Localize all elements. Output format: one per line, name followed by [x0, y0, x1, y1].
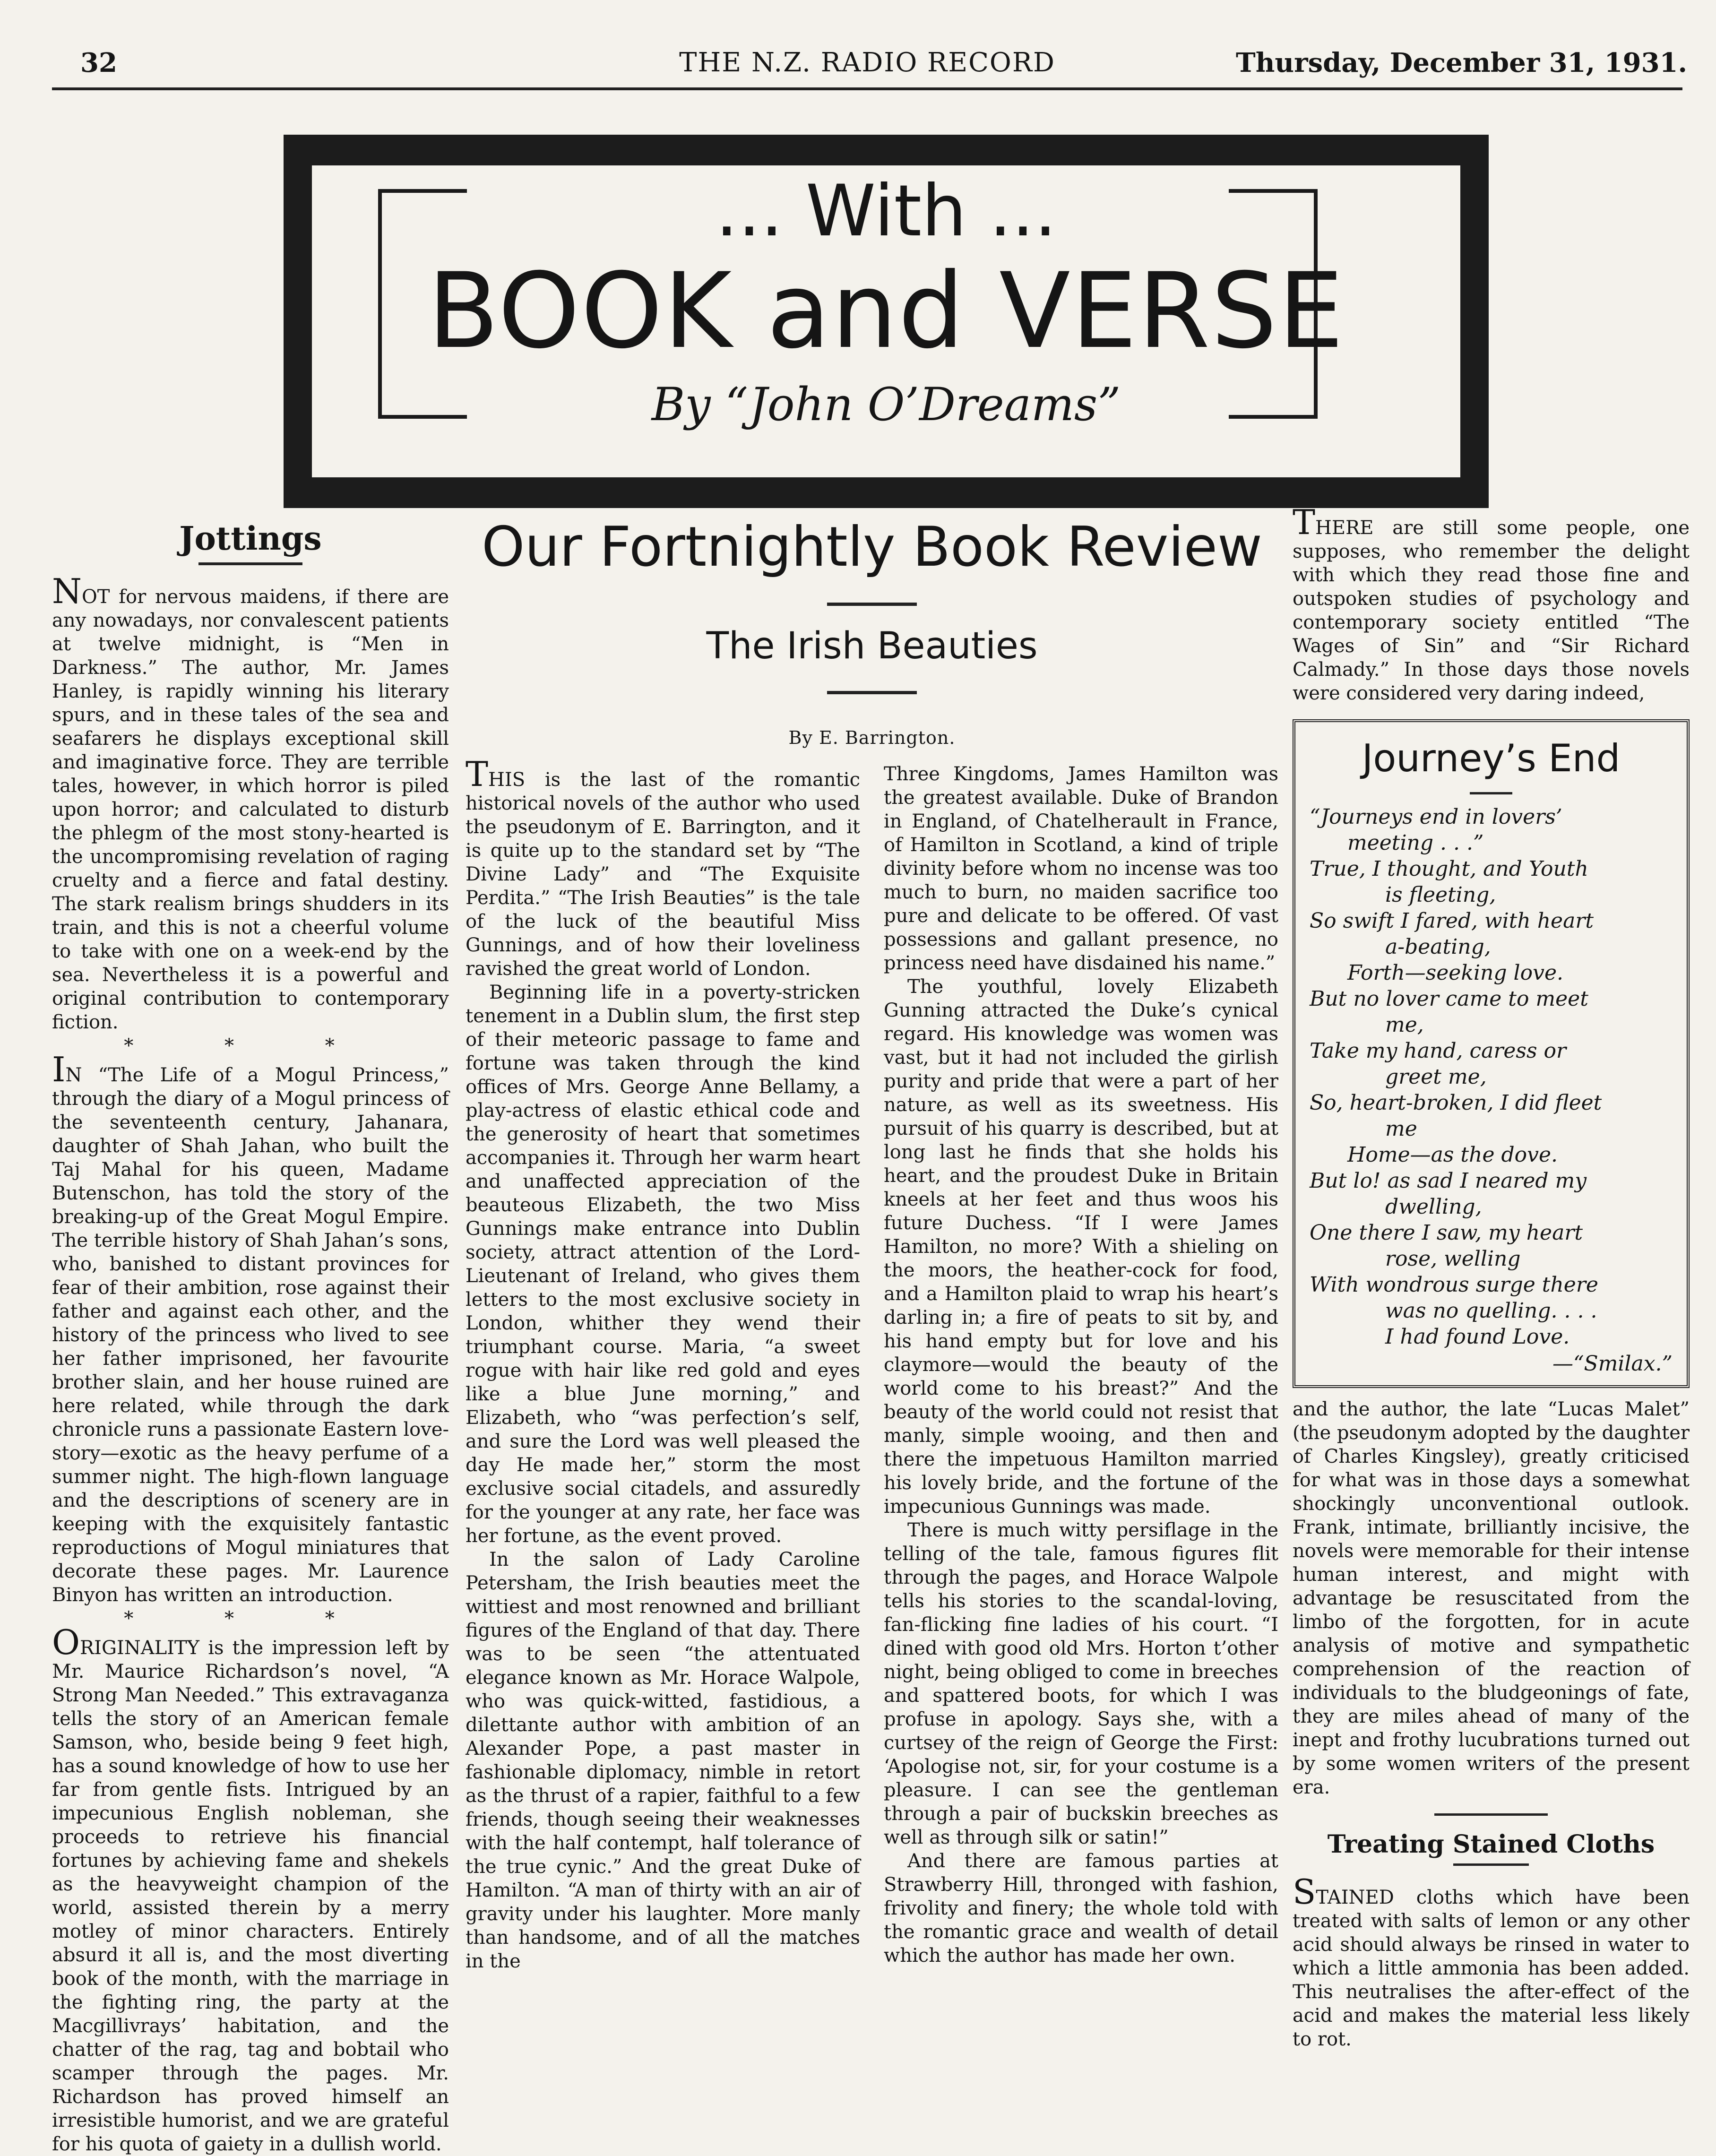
- review-rule: [827, 691, 917, 694]
- review-subheading: The Irish Beauties: [706, 625, 1038, 667]
- poem-title: Journey’s End: [1362, 736, 1621, 780]
- review-heading: Our Fortnightly Book Review: [482, 515, 1262, 579]
- page-number: 32: [80, 47, 117, 78]
- poem-line: a-beating,: [1385, 935, 1491, 959]
- header-divider: [52, 87, 1682, 90]
- jottings-heading: Jottings: [179, 520, 322, 558]
- lucas-malet-intro: THERE are still some people, one supposes, who remember the delight with which they read those fine and outspoken studies of psychology and contemporary society entitled “The Wages of Sin” and “Sir Richard Calmady.” In those days those novels were considered very daring indeed,: [1293, 502, 1690, 704]
- stained-cloths-heading: Treating Stained Cloths: [1327, 1830, 1655, 1859]
- issue-date: Thursday, December 31, 1931.: [1236, 47, 1687, 78]
- poem-line: Take my hand, caress or: [1310, 1039, 1567, 1063]
- review-paragraph: Beginning life in a poverty-stricken tenement in a Dublin slum, the first step of their meteoric passage to fame and fortune was taken through the kind offices of Mrs. George Anne Bellamy, a play-actress of elastic ethical code and the generosity of heart that sometimes accompanies it. Through her warm heart and unaffected appreciation of the beauteous Elizabeth, the two Miss Gunnings make entrance into Dublin society, attract attention of the Lord-Lieutenant of Ireland, who gives them letters to the most exclusive society in London, whither they wend their triumphant course. Maria, “a sweet rogue with hair like red gold and eyes like a blue June morning,” and Elizabeth, who “was perfection’s self, and sure the Lord was well pleased the day He made her,” storm the most exclusive social citadels, and assuredly for the younger at any rate, her face was her fortune, as the event proved.: [466, 982, 860, 1547]
- review-paragraph: There is much witty persiflage in the telling of the tale, famous figures flit through the pages, and Horace Walpole tells his stories to the scandal-loving, fan-flicking fine ladies of his court. “I dined with good old Mrs. Horton t’other night, being obliged to come in breeches and spattered boots, for which I was profuse in apology. Says she, with a curtsey of the reign of George the First: ‘Apologise not, sir, for your costume is a pleasure. I can see the gentleman through a pair of buckskin breeches as well as through silk or satin!”: [884, 1519, 1278, 1848]
- section-separator: * * *: [124, 1608, 377, 1630]
- review-paragraph: The youthful, lovely Elizabeth Gunning attracted the Duke’s cynical regard. His knowledge was women was vast, but it had not included the girlish purity and pride that were a part of her nature, as well as its sweetness. His pursuit of his quarry is described, but at long last he finds that she holds his heart, and the proudest Duke in Britain kneels at her feet and thus woos his future Duchess. “If I were James Hamilton, no more? With a shieling on the moors, the heather-cock for food, and a Hamilton plaid to wrap his heart’s darling in; a fire of peats to sit by, and his hand empty but for love and his claymore—would the beauty of the world come to his breast?” And the beauty of the world could not resist that manly, simple wooing, and then and there the impetuous Hamilton married his lovely bride, and the fortune of the impecunious Gunnings was made.: [884, 976, 1278, 1518]
- page-header: [47, 47, 1687, 80]
- poem-line: was no quelling. . . .: [1385, 1299, 1597, 1323]
- poem-line: “Journeys end in lovers’: [1310, 805, 1562, 829]
- banner-title: BOOK and VERSE: [427, 250, 1345, 371]
- review-byline: By E. Barrington.: [788, 727, 956, 748]
- poem-line: But lo! as sad I neared my: [1310, 1169, 1587, 1193]
- jottings-paragraph: IN “The Life of a Mogul Princess,” through the diary of a Mogul princess of the seventeenth century, Jahanara, daughter of Shah Jahan, who built the Taj Mahal for his queen, Madame Butenschon, has told the story of the breaking-up of the Great Mogul Empire. The terrible history of Shah Jahan’s sons, who, banished to distant provinces for fear of their ambition, rose against their father and against each other, and the history of the princess who lived to see her father imprisoned, her favourite brother slain, and her house ruined are here related, while through the dark chronicle runs a passionate Eastern love-story—exotic as the heavy perfume of a summer night. The high-flown language and the descriptions of scenery are in keeping with the exquisitely fantastic reproductions of Mogul miniatures that decorate these pages. Mr. Laurence Binyon has written an introduction.: [52, 1050, 449, 1606]
- poem-line: dwelling,: [1385, 1195, 1482, 1219]
- poem-line: So, heart-broken, I did fleet: [1310, 1091, 1602, 1115]
- jottings-column: [52, 510, 449, 2156]
- poem-rule: [1470, 792, 1512, 794]
- poem-line: True, I thought, and Youth: [1310, 857, 1588, 881]
- review-paragraph: Three Kingdoms, James Hamilton was the greatest available. Duke of Brandon in England, of Chatelherault in France, of Hamilton in Scotland, a kind of triple divinity before whom no incense was too much to burn, no maiden sacrifice too pure and delicate to be offered. Of vast possessions and gallant presence, no princess need have disdained his name.”: [884, 763, 1278, 974]
- review-paragraph: And there are famous parties at Strawberry Hill, thronged with fashion, frivolity and finery; the whole told with the romantic grace and wealth of detail which the author has made her own.: [884, 1850, 1278, 1966]
- review-paragraph: In the salon of Lady Caroline Petersham, the Irish beauties meet the wittiest and most renowned and brilliant figures of the England of that day. There was to be seen “the attentuated elegance known as Mr. Horace Walpole, who was quick-witted, fastidious, a dilettante author with ambition of an Alexander Pope, a past master in fashionable diplomacy, nimble in retort as the thrust of a rapier, faithful to a few friends, though seeing their weaknesses with the half contempt, half tolerance of the true cynic.” And the great Duke of Hamilton. “A man of thirty with an air of gravity under his laughter. More manly than handsome, and of all the matches in the: [466, 1549, 860, 1972]
- poem-box: [1293, 719, 1690, 1388]
- poem-line: One there I saw, my heart: [1310, 1221, 1583, 1245]
- lucas-malet-continuation: and the author, the late “Lucas Malet” (the pseudonym adopted by the daughter of Charles Kingsley), greatly criticised for what was in those days a somewhat shockingly unconventional outlook. Frank, intimate, brilliantly incisive, the novels were memorable for their intense human interest, and might with advantage be resuscitated from the limbo of the forgotten, for in acute analysis of motive and sympathetic comprehension of the reaction of individuals to the bludgeonings of fate, they are miles ahead of many of the inept and frothy lucubrations turned out by some women writers of the present era.: [1293, 1398, 1690, 1798]
- jottings-rule: [198, 562, 302, 565]
- jottings-paragraph: ORIGINALITY is the impression left by Mr. Maurice Richardson’s novel, “A Strong Man Needed.” This extravaganza tells the story of an American female Samson, who, beside being 9 feet high, has a sound knowledge of how to use her far from gentle fists. Intrigued by an impecunious English nobleman, she proceeds to retrieve his financial fortunes by achieving fame and shekels as the heavyweight champion of the world, assisted therein by a merry motley of minor characters. Entirely absurd it all is, and the most diverting book of the month, with the marriage in the fighting ring, the party at the Macgillivrays’ habitation, and the chatter of the rag, tag and bobtail who scamper through the pages. Mr. Richardson has proved himself an irresistible humorist, and we are grateful for his quota of gaiety in a dullish world.: [52, 1622, 449, 2155]
- poem-line: meeting . . .”: [1347, 831, 1484, 855]
- book-review-section: [466, 510, 1278, 1973]
- publication-title: THE N.Z. RADIO RECORD: [679, 47, 1055, 78]
- stained-cloths-rule: [1453, 1863, 1529, 1866]
- review-paragraph: THIS is the last of the romantic historical novels of the author who used the pseudonym of E. Barrington, and it is quite up to the standard set by “The Divine Lady” and “The Exquisite Perdita.” “The Irish Beauties” is the tale of the luck of the beautiful Miss Gunnings, and of how their loveliness ravished the great world of London.: [466, 754, 860, 980]
- right-column: [1293, 502, 1690, 2051]
- jottings-paragraph: NOT for nervous maidens, if there are any nowadays, nor convalescent patients at twelve midnight, is “Men in Darkness.” The author, Mr. James Hanley, is rapidly winning his literary spurs, and in these tales of the sea and seafarers he displays exceptional skill and imaginative force. They are terrible tales, however, in which horror is piled upon horror; and calculated to disturb the phlegm of the most stony-hearted is the uncompromising revelation of raging cruelty and a fierce and fatal destiny. The stark realism brings shudders in its train, and this is not a cheerful volume to take with one on a week-end by the sea. Nevertheless it is a powerful and original contribution to contemporary fiction.: [52, 571, 449, 1033]
- poem-line: rose, welling: [1385, 1247, 1521, 1271]
- banner-byline: By “John O’Dreams”: [651, 378, 1121, 431]
- section-separator: * * *: [124, 1035, 377, 1057]
- review-right-column: [884, 762, 1278, 1973]
- poem-line: I had found Love.: [1385, 1325, 1570, 1349]
- review-body: [466, 754, 1278, 1973]
- poem-line: With wondrous surge there: [1310, 1273, 1598, 1297]
- poem-line: So swift I fared, with heart: [1310, 909, 1594, 933]
- poem-line: greet me,: [1385, 1065, 1487, 1089]
- poem-line: But no lover came to meet: [1310, 987, 1588, 1011]
- poem-line: is fleeting,: [1385, 883, 1496, 907]
- stained-cloths-text: STAINED cloths which have been treated with salts of lemon or any other acid should always be rinsed in water to which a little ammonia has been added. This neutralises the after-effect of the acid and makes the material less likely to rot.: [1293, 1872, 1690, 2050]
- poem-line: me,: [1385, 1013, 1424, 1037]
- poem-signature: —“Smilax.”: [1552, 1352, 1673, 1376]
- review-rule: [827, 603, 917, 606]
- section-rule: [1434, 1813, 1548, 1816]
- poem-line: Home—as the dove.: [1347, 1143, 1558, 1167]
- review-left-column: [466, 754, 860, 1973]
- poem-line: me: [1385, 1117, 1417, 1141]
- poem-line: Forth—seeking love.: [1347, 961, 1563, 985]
- banner-with-text: ... With ...: [715, 170, 1057, 252]
